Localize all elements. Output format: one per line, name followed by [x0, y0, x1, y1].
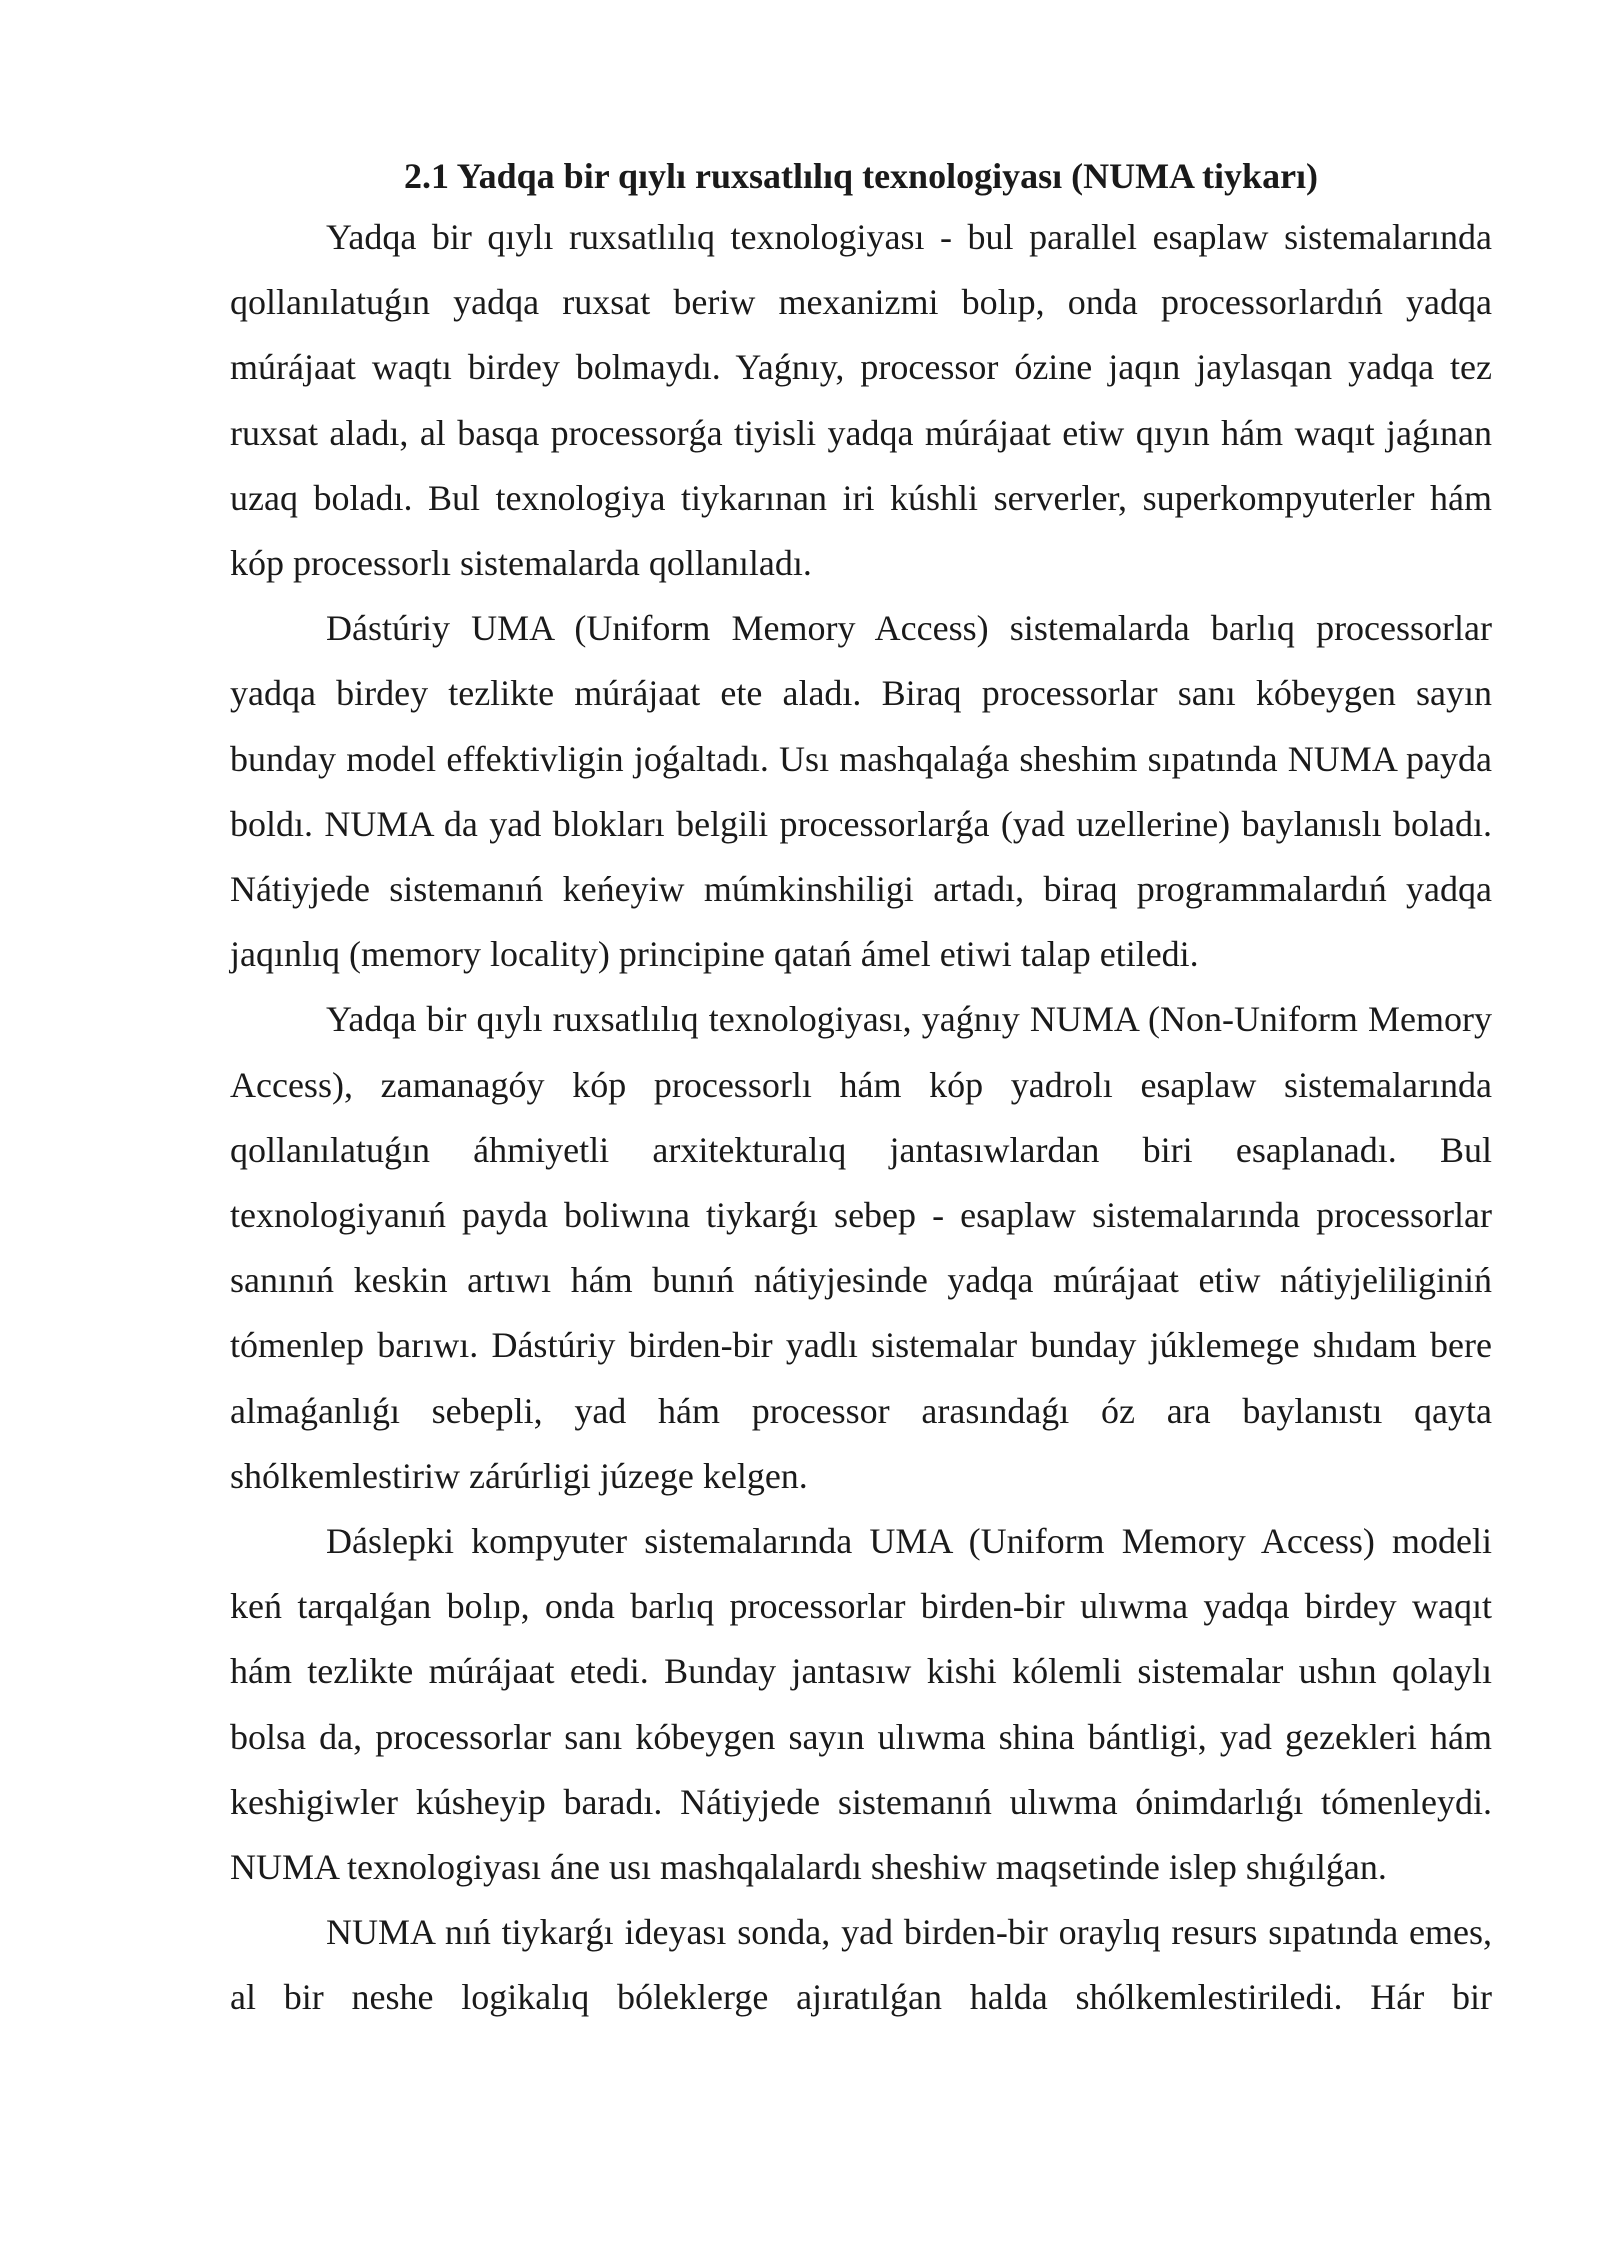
paragraph-1: Yadqa bir qıylı ruxsatlılıq texnologiyası - bul parallel esaplaw sistemalarında qollanılatuǵın yadqa ruxsat beriw mexanizmi bolıp, onda processorlardıń yadqa múrájaat waqtı birdey bolmaydı. Yaǵnıy, processor ózine jaqın jaylasqan yadqa tez ruxsat aladı, al basqa processorǵa tiyisli yadqa múrájaat etiw qıyın hám waqıt jaǵınan uzaq boladı. Bul texnologiya tiykarınan iri kúshli serverler, superkompyuterler hám kóp processorlı sistemalarda qollanıladı.: [230, 217, 1492, 584]
paragraph-2: Dástúriy UMA (Uniform Memory Access) sistemalarda barlıq processorlar yadqa birdey tezlikte múrájaat ete aladı. Biraq processorlar sanı kóbeygen sayın bunday model effektivligin joǵaltadı. Usı mashqalaǵa sheshim sıpatında NUMA payda boldı. NUMA da yad blokları belgili processorlarǵa (yad uzellerine) baylanıslı boladı. Nátiyjede sistemanıń keńeyiw múmkinshiligi artadı, biraq programmalardıń yadqa jaqınlıq (memory locality) principine qatań ámel etiwi talap etiledi.: [230, 608, 1492, 975]
paragraph-4: Dáslepki kompyuter sistemalarında UMA (Uniform Memory Access) modeli keń tarqalǵan bolıp, onda barlıq processorlar birden-bir ulıwma yadqa birdey waqıt hám tezlikte múrájaat etedi. Bunday jantasıw kishi kólemli sistemalar ushın qolaylı bolsa da, processorlar sanı kóbeygen sayın ulıwma shina bántligi, yad gezekleri hám keshigiwler kúsheyip baradı. Nátiyjede sistemanıń ulıwma ónimdarlıǵı tómenleydi. NUMA texnologiyası áne usı mashqalalardı sheshiw maqsetinde islep shıǵılǵan.: [230, 1521, 1492, 1888]
paragraph-3: Yadqa bir qıylı ruxsatlılıq texnologiyası, yaǵnıy NUMA (Non-Uniform Memory Access), zamanagóy kóp processorlı hám kóp yadrolı esaplaw sistemalarında qollanılatuǵın áhmiyetli arxitekturalıq jantasıwlardan biri esaplanadı. Bul texnologiyanıń payda boliwına tiykarǵı sebep - esaplaw sistemalarında processorlar sanınıń keskin artıwı hám bunıń nátiyjesinde yadqa múrájaat etiw nátiyjeliliginiń tómenlep barıwı. Dástúriy birden-bir yadlı sistemalar bunday júklemege shıdam bere almaǵanlıǵı sebepli, yad hám processor arasındaǵı óz ara baylanıstı qayta shólkemlestiriw zárúrligi júzege kelgen.: [230, 999, 1492, 1496]
section-heading: 2.1 Yadqa bir qıylı ruxsatlılıq texnologiyası (NUMA tiykarı): [403, 156, 1319, 196]
document-page: [230, 152, 1492, 2031]
paragraph-5: NUMA nıń tiykarǵı ideyası sonda, yad birden-bir oraylıq resurs sıpatında emes, al bir neshe logikalıq bóleklerge ajıratılǵan halda shólkemlestiriledi. Hár bir: [230, 1912, 1492, 2018]
